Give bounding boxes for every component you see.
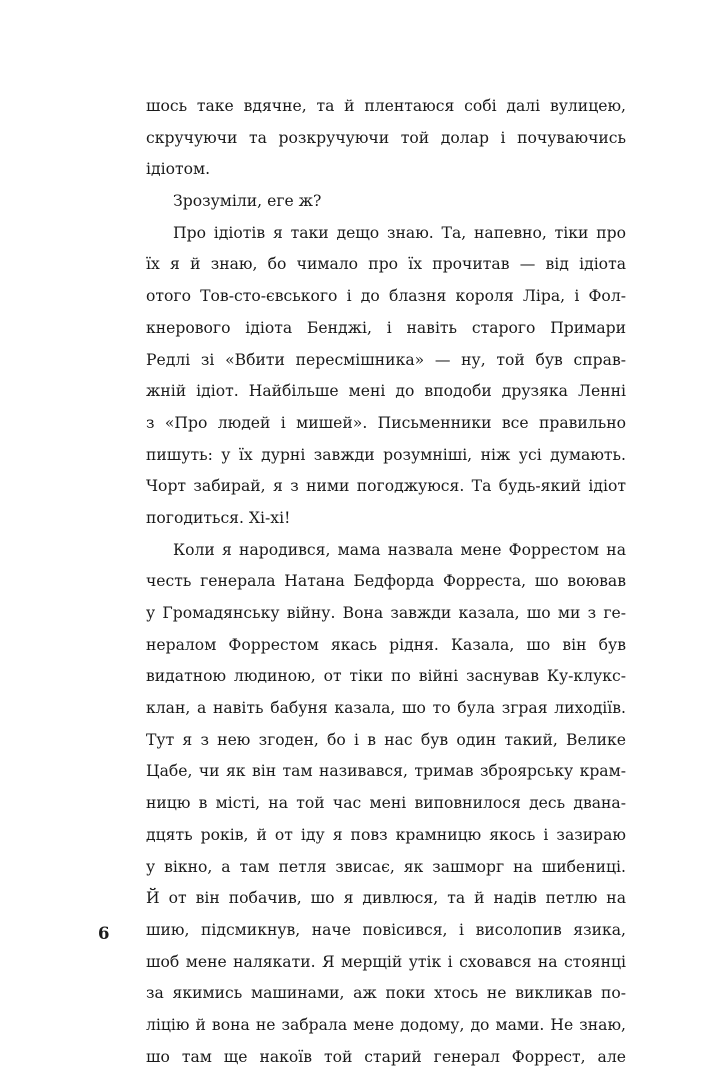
text-line: Про ідіотів я таки дещо знаю. Та, напевно, тіки про	[173, 223, 626, 242]
text-line: шоб мене налякати. Я мерщій утік і сховався на стоянці	[146, 952, 626, 971]
text-line: видатною людиною, от тіки по війні заснував Ку-клукс-	[146, 667, 626, 686]
text-line: за якимись машинами, аж поки хтось не викликав по-	[146, 984, 626, 1003]
text-line: Тут я з нею згоден, бо і в нас був один такий, Велике	[146, 730, 626, 749]
body-text	[146, 91, 626, 1073]
text-line: шось таке вдячне, та й плентаюся собі далі вулицею,	[146, 97, 626, 115]
text-line: шо там ще накоїв той старий генерал Форрест, але	[146, 1047, 626, 1066]
text-line: у вікно, а там петля звисає, як зашморг на шибениці.	[146, 857, 626, 876]
page-number: 6	[98, 924, 110, 943]
text-line: у Громадянську війну. Вона завжди казала, шо ми з ге-	[146, 604, 626, 622]
text-line: кнерового ідіота Бенджі, і навіть старого Примари	[146, 318, 626, 337]
text-line: честь генерала Натана Бедфорда Форреста, шо воював	[146, 572, 626, 591]
text-line: отого Тов-сто-євського і до блазня короля Ліра, і Фол-	[146, 287, 626, 306]
text-line: Зрозуміли, еге ж?	[173, 192, 322, 211]
text-line: клан, а навіть бабуня казала, шо то була зграя лиходіїв.	[146, 699, 626, 718]
text-line: дцять років, й от іду я повз крамницю якось і зазираю	[146, 825, 626, 844]
text-line: шию, підсмикнув, наче повісився, і висолопив язика,	[146, 920, 626, 939]
text-line: Чорт забирай, я з ними погоджуюся. Та будь-який ідіот	[146, 477, 626, 496]
text-line: пишуть: у їх дурні завжди розумніші, ніж усі думають.	[146, 445, 626, 464]
text-line: ницю в місті, на той час мені виповнилося десь двана-	[146, 794, 626, 813]
text-line: Цабе, чи як він там називався, тримав зброярську крам-	[146, 762, 626, 781]
text-line: ідіотом.	[146, 160, 211, 179]
text-line: ліцію й вона не забрала мене додому, до мами. Не знаю,	[146, 1015, 626, 1034]
text-line: Коли я народився, мама назвала мене Форрестом на	[173, 540, 626, 559]
text-line: з «Про людей і мишей». Письменники все правильно	[146, 413, 626, 432]
text-line: їх я й знаю, бо чимало про їх прочитав — від ідіота	[146, 255, 626, 274]
text-line: погодиться. Хі-хі!	[146, 508, 291, 527]
text-line: Редлі зі «Вбити пересмішника» — ну, той був справ-	[146, 350, 626, 369]
text-line: скручуючи та розкручуючи той долар і почуваючись	[146, 128, 626, 147]
text-line: Й от він побачив, шо я дивлюся, та й надів петлю на	[146, 889, 626, 908]
text-line: нералом Форрестом якась рідня. Казала, шо він був	[146, 635, 626, 654]
text-line: жній ідіот. Найбільше мені до вподоби друзяка Ленні	[146, 382, 626, 401]
